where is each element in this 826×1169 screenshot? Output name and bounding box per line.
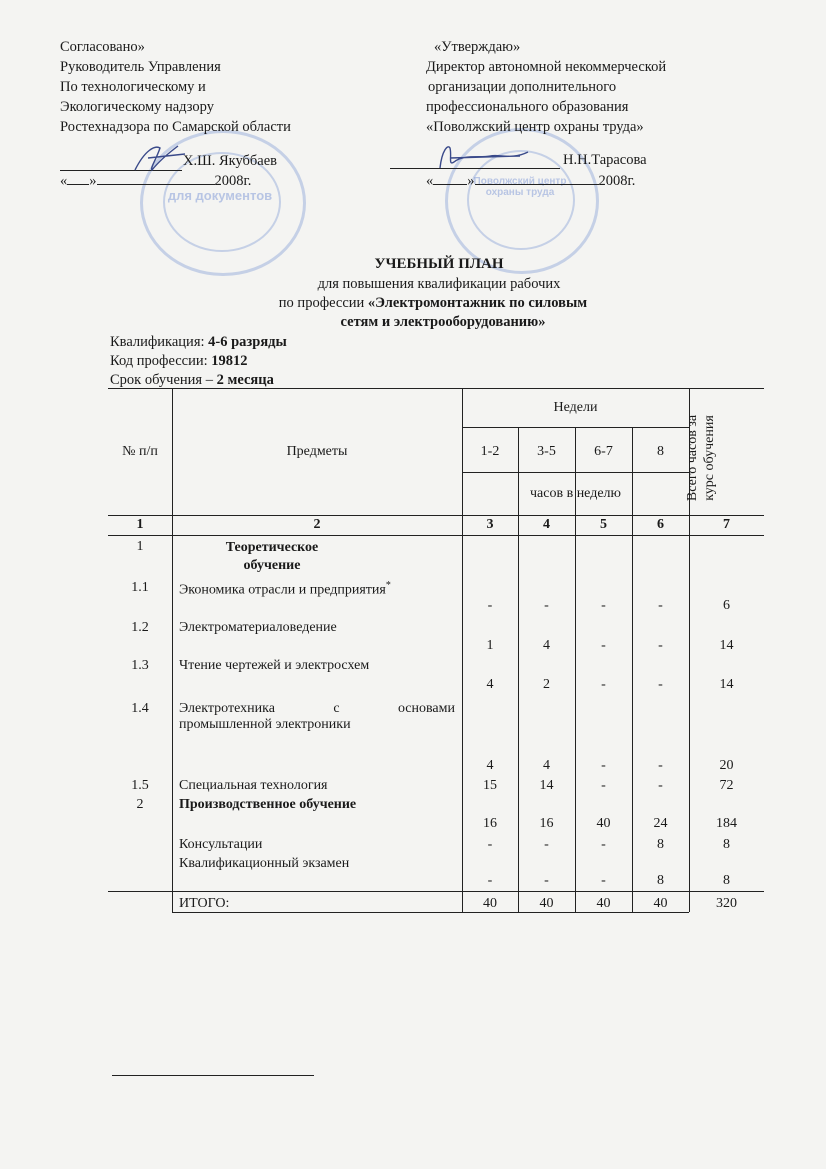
row-num: 1.2 (131, 620, 149, 635)
section-title (172, 539, 372, 575)
date-right (426, 172, 635, 190)
colnum-1: 1 (136, 517, 144, 532)
section-title-line2: обучение (243, 558, 301, 573)
row-week-4: - (658, 778, 663, 793)
row-subject-part-c: основами (397, 701, 455, 716)
row-week-2: - (544, 837, 549, 852)
date-right-close: » (467, 173, 475, 189)
signer-right: Н.Н.Тарасова (563, 152, 647, 168)
row-subject: Электроматериаловедение (179, 620, 337, 635)
row-subject: Консультации (179, 837, 263, 852)
row-total: 14 (719, 638, 734, 653)
profession-code-label: Код профессии: (110, 353, 212, 369)
approval-right-line2: Директор автономной некоммерческой (426, 59, 667, 75)
signer-left: Х.Ш. Якуббаев (183, 153, 278, 169)
title-line4: сетям и электрооборудованию» (340, 314, 546, 330)
qualification (110, 333, 287, 351)
approval-right-line1: «Утверждаю» (434, 39, 521, 55)
approval-left-line2: Руководитель Управления (60, 59, 221, 75)
row-week-4: - (658, 598, 663, 613)
row-week-3: - (601, 778, 606, 793)
row-subject-text: Экономика отрасли и предприятия (179, 582, 386, 598)
row-week-4: - (658, 758, 663, 773)
date-right-year: 2008г. (598, 173, 636, 189)
row-subject: Специальная технология (179, 778, 328, 793)
date-left (60, 172, 251, 190)
approval-right-line4: профессионального образования (426, 99, 629, 115)
week-col-4: 8 (657, 444, 664, 459)
title-line3-prefix: по профессии (278, 295, 368, 311)
row-week-2: 16 (539, 816, 554, 831)
row-num: 1.3 (131, 658, 149, 673)
total-all: 320 (716, 896, 737, 911)
row-subject: Производственное обучение (179, 797, 357, 812)
row-week-3: - (601, 677, 606, 692)
row-week-1: 16 (483, 816, 497, 831)
profession-code (110, 352, 248, 370)
qualification-value: 4-6 разряды (208, 334, 287, 350)
row-week-1: - (487, 873, 493, 888)
row-week-1: - (487, 598, 493, 613)
row-total: 8 (723, 873, 730, 888)
signature-left (130, 140, 190, 176)
stamp-left-text: для документов (167, 188, 273, 203)
row-week-1: 15 (483, 778, 497, 793)
row-week-1: 4 (486, 677, 494, 692)
row-week-2: - (544, 598, 549, 613)
row-week-2: 4 (543, 638, 550, 653)
row-week-2: 14 (539, 778, 554, 793)
row-subject (179, 701, 455, 733)
row-week-3: - (601, 758, 606, 773)
row-week-4: 8 (657, 873, 664, 888)
header-total-hours (684, 396, 718, 520)
week-col-3: 6-7 (594, 444, 613, 459)
header-hours-per-week: часов в неделю (530, 486, 621, 501)
title-line3 (20, 294, 826, 312)
header-total-line1: Всего часов за (685, 414, 700, 502)
row-num: 1.5 (131, 778, 149, 793)
footnote-rule (112, 1075, 314, 1076)
row-week-3: - (601, 598, 606, 613)
row-week-1: - (487, 837, 493, 852)
row-num: 1 (136, 539, 144, 554)
training-term (110, 371, 274, 389)
header-num: № п/п (122, 444, 158, 459)
total-week-3: 40 (596, 896, 611, 911)
row-total: 184 (716, 816, 737, 831)
total-label: ИТОГО: (179, 896, 230, 911)
approval-right-line3: организации дополнительного (428, 79, 617, 95)
header-total-line2: курс обучения (702, 415, 717, 501)
row-week-4: - (658, 638, 663, 653)
row-week-4: - (658, 677, 663, 692)
row-subject: Квалификационный экзамен (179, 856, 350, 871)
row-week-4: 24 (653, 816, 668, 831)
row-week-1: 4 (486, 758, 494, 773)
row-subject (179, 580, 391, 599)
colnum-5: 5 (600, 517, 607, 532)
row-total: 20 (719, 758, 734, 773)
stamp-right-text: Поволжский центр охраны труда (473, 176, 567, 198)
row-week-3: - (601, 837, 606, 852)
week-col-2: 3-5 (537, 444, 556, 459)
total-week-4: 40 (653, 896, 668, 911)
profession-name: «Электромонтажник по силовым (367, 295, 588, 311)
header-weeks: Недели (553, 400, 598, 415)
row-subject-part-b: с (333, 701, 340, 716)
row-subject-part-a: Электротехника (179, 701, 275, 716)
colnum-6: 6 (657, 517, 664, 532)
approval-left-line3: По технологическому и (60, 79, 206, 95)
row-subject: Чтение чертежей и электросхем (179, 658, 370, 673)
row-week-4: 8 (657, 837, 664, 852)
row-total: 14 (719, 677, 734, 692)
approval-left-line5: Ростехнадзора по Самарской области (60, 119, 291, 135)
page-title: УЧЕБНЫЙ ПЛАН (374, 256, 504, 272)
qualification-label: Квалификация: (110, 334, 209, 350)
body-bottom-line (108, 891, 764, 892)
colnum-bottom-line (108, 535, 764, 536)
vline-1 (172, 388, 173, 912)
row-total: 6 (723, 598, 730, 613)
row-total: 72 (719, 778, 734, 793)
row-subject-line2: промышленной электроники (179, 717, 351, 732)
profession-code-value: 19812 (211, 353, 248, 369)
row-week-3: - (601, 873, 606, 888)
signature-right (420, 140, 540, 176)
approval-left-line4: Экологическому надзору (60, 99, 214, 115)
colnum-7: 7 (723, 517, 730, 532)
row-week-3: 40 (596, 816, 611, 831)
training-term-label: Срок обучения – (110, 372, 217, 388)
row-total: 8 (723, 837, 730, 852)
training-term-value: 2 месяца (216, 372, 274, 388)
colnum-4: 4 (543, 517, 550, 532)
colnum-2: 2 (313, 517, 321, 532)
approval-right (426, 38, 666, 138)
total-week-1: 40 (483, 896, 497, 911)
header-subjects: Предметы (286, 444, 348, 459)
approval-right-line5: «Поволжский центр охраны труда» (426, 119, 644, 135)
header-bottom-line (108, 515, 764, 516)
date-left-year: 2008г. (214, 173, 252, 189)
table-top-line (108, 388, 764, 389)
row-week-2: 4 (543, 758, 550, 773)
week-col-1: 1-2 (480, 444, 500, 459)
colnum-3: 3 (486, 517, 494, 532)
row-num: 1.4 (131, 701, 149, 716)
title-line2: для повышения квалификации рабочих (317, 276, 561, 292)
date-left-open: « (60, 173, 68, 189)
total-bottom-line (172, 912, 689, 913)
row-week-2: - (544, 873, 549, 888)
row-num: 2 (136, 797, 144, 812)
row-week-3: - (601, 638, 606, 653)
section-title-line1: Теоретическое (225, 540, 319, 555)
total-week-2: 40 (539, 896, 554, 911)
row-week-2: 2 (543, 677, 550, 692)
date-left-close: » (89, 173, 97, 189)
row-num: 1.1 (131, 580, 149, 595)
date-right-open: « (426, 173, 434, 189)
approval-left-line1: Согласовано» (60, 39, 145, 55)
footnote-mark: * (385, 580, 391, 591)
row-week-1: 1 (486, 638, 494, 653)
approval-left (60, 38, 291, 138)
